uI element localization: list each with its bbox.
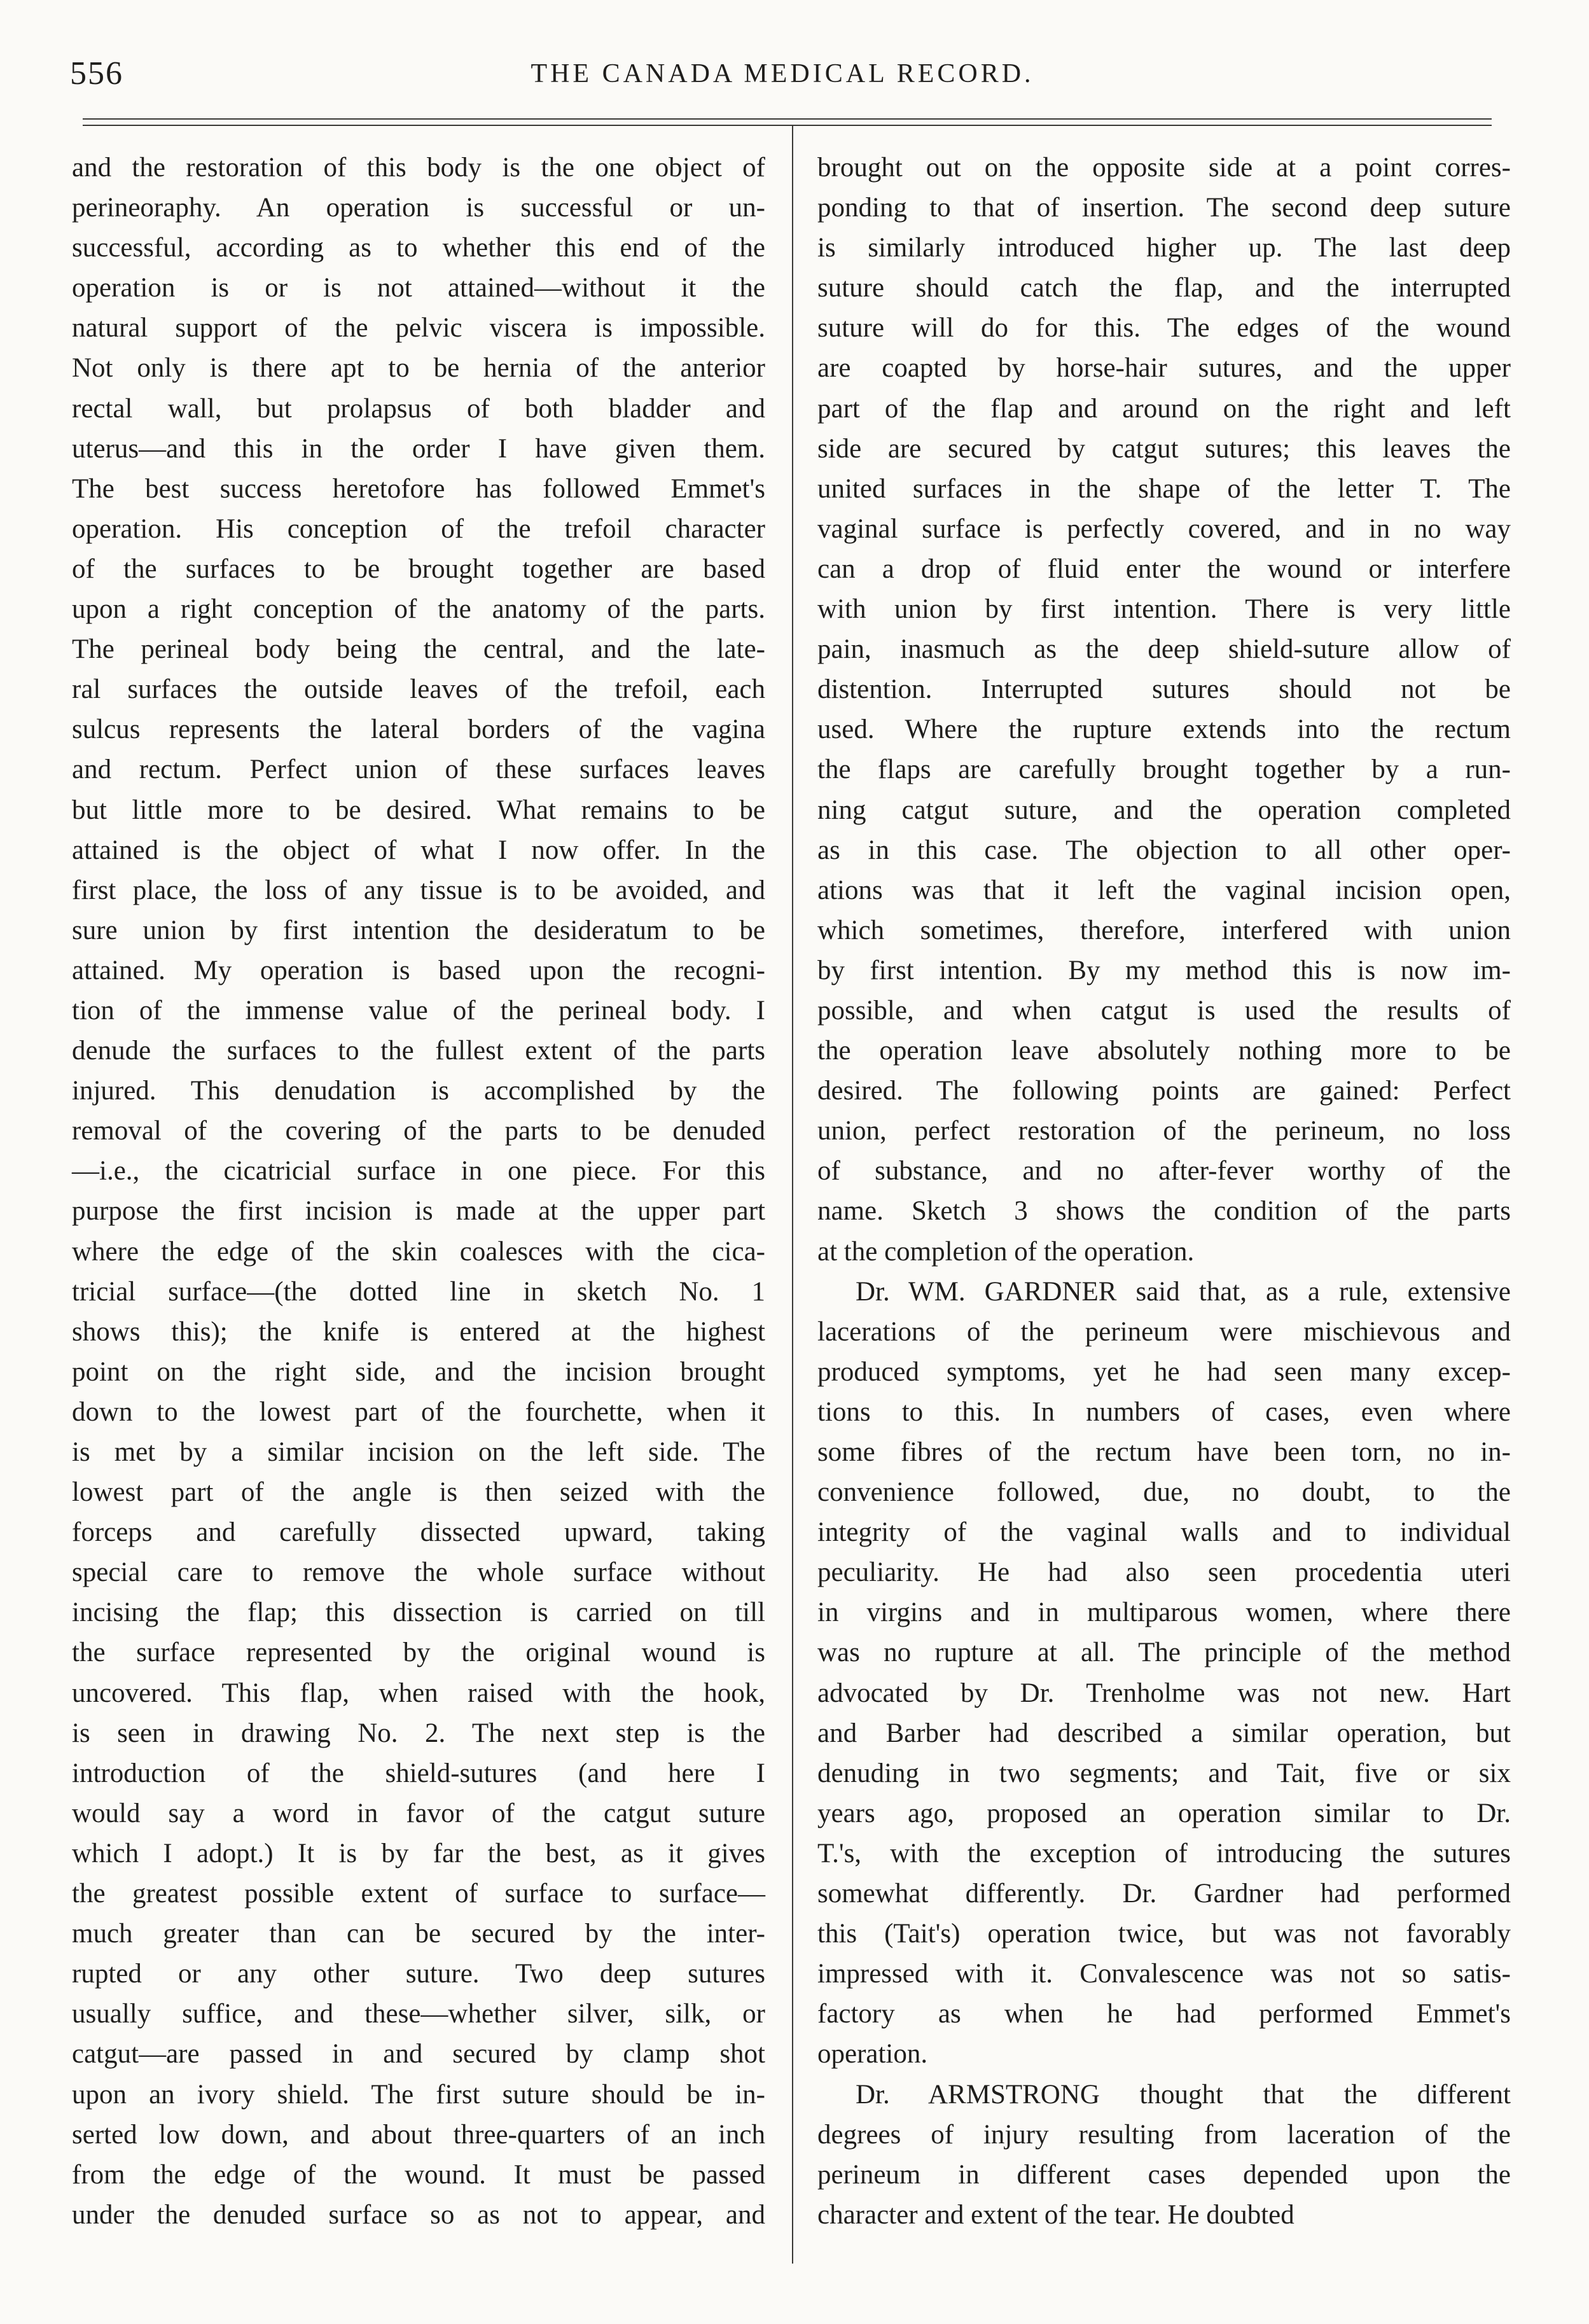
text-line: the surface represented by the original wound is	[72, 1638, 765, 1668]
text-line: is met by a similar incision on the left side. The	[72, 1437, 765, 1467]
right-column	[817, 148, 1511, 2235]
text-line: tion of the immense value of the perineal body. I	[72, 995, 765, 1026]
text-line: introduction of the shield-sutures (and here I	[72, 1758, 765, 1788]
text-line: as in this case. The objection to all other oper-	[817, 835, 1511, 865]
text-line: attained is the object of what I now offer. In the	[72, 835, 765, 865]
text-line: from the edge of the wound. It must be passed	[72, 2159, 765, 2190]
text-line: operation.	[817, 2039, 928, 2070]
text-line: and Barber had described a similar operation, but	[817, 1718, 1511, 1748]
text-line: ations was that it left the vaginal incision open,	[817, 875, 1511, 905]
text-line: tions to this. In numbers of cases, even where	[817, 1396, 1511, 1427]
text-line: suture will do for this. The edges of the wound	[817, 313, 1511, 344]
text-line: The best success heretofore has followed Emmet's	[72, 473, 765, 504]
text-line: years ago, proposed an operation similar to Dr.	[817, 1798, 1511, 1828]
text-line: can a drop of fluid enter the wound or interfere	[817, 553, 1511, 584]
header-rule-lower	[83, 125, 1492, 126]
text-line: Dr. ARMSTRONG thought that the different	[856, 2079, 1511, 2110]
text-line: attained. My operation is based upon the recogni-	[72, 955, 765, 985]
text-line: incising the flap; this dissection is carried on till	[72, 1597, 765, 1628]
text-line: degrees of injury resulting from laceration of the	[817, 2119, 1511, 2150]
text-line: was no rupture at all. The principle of the method	[817, 1638, 1511, 1668]
text-line: uncovered. This flap, when raised with the hook,	[72, 1678, 765, 1708]
text-line: under the denuded surface so as not to appear, and	[72, 2199, 765, 2230]
text-line: perineoraphy. An operation is successful or un-	[72, 193, 765, 223]
text-line: the operation leave absolutely nothing more to be	[817, 1036, 1511, 1066]
text-line: advocated by Dr. Trenholme was not new. Hart	[817, 1678, 1511, 1708]
text-line: usually suffice, and these—whether silver, silk, or	[72, 1999, 765, 2029]
text-line: is seen in drawing No. 2. The next step is the	[72, 1718, 765, 1748]
text-line: vaginal surface is perfectly covered, and in no way	[817, 513, 1511, 544]
text-line: catgut—are passed in and secured by clamp shot	[72, 2039, 765, 2070]
text-line: operation. His conception of the trefoil character	[72, 513, 765, 544]
text-line: part of the flap and around on the right and left	[817, 393, 1511, 424]
text-line: at the completion of the operation.	[817, 1236, 1195, 1267]
text-line: distention. Interrupted sutures should not be	[817, 674, 1511, 705]
text-line: would say a word in favor of the catgut suture	[72, 1798, 765, 1828]
text-line: used. Where the rupture extends into the rectum	[817, 714, 1511, 745]
text-line: which sometimes, therefore, interfered with union	[817, 915, 1511, 945]
text-line: ponding to that of insertion. The second deep suture	[817, 193, 1511, 223]
text-line: denuding in two segments; and Tait, five or six	[817, 1758, 1511, 1788]
text-line: upon an ivory shield. The first suture should be in-	[72, 2079, 765, 2110]
text-line: pain, inasmuch as the deep shield-suture allow of	[817, 634, 1511, 665]
text-line: side are secured by catgut sutures; this leaves the	[817, 433, 1511, 464]
text-line: where the edge of the skin coalesces with the cica-	[72, 1236, 765, 1267]
text-line: factory as when he had performed Emmet's	[817, 1999, 1511, 2029]
text-line: in virgins and in multiparous women, where there	[817, 1597, 1511, 1628]
text-line: lowest part of the angle is then seized with the	[72, 1477, 765, 1508]
text-line: impressed with it. Convalescence was not so satis-	[817, 1959, 1511, 1989]
text-line: successful, according as to whether this end of the	[72, 233, 765, 263]
text-line: convenience followed, due, no doubt, to the	[817, 1477, 1511, 1508]
page-header	[70, 55, 1495, 99]
text-line: down to the lowest part of the fourchette, when it	[72, 1396, 765, 1427]
text-line: operation is or is not attained—without it the	[72, 273, 765, 303]
text-line: possible, and when catgut is used the results of	[817, 995, 1511, 1026]
text-line: forceps and carefully dissected upward, taking	[72, 1517, 765, 1548]
text-line: produced symptoms, yet he had seen many excep-	[817, 1356, 1511, 1387]
text-line: perineum in different cases depended upon the	[817, 2159, 1511, 2190]
text-line: the flaps are carefully brought together by a run-	[817, 755, 1511, 785]
text-line: uterus—and this in the order I have given them.	[72, 433, 765, 464]
text-line: are coapted by horse-hair sutures, and the upper	[817, 353, 1511, 384]
text-line: and rectum. Perfect union of these surfaces leaves	[72, 755, 765, 785]
text-line: but little more to be desired. What remains to be	[72, 795, 765, 825]
text-line: much greater than can be secured by the inter-	[72, 1919, 765, 1949]
text-line: union, perfect restoration of the perineum, no loss	[817, 1116, 1511, 1146]
text-line: —i.e., the cicatricial surface in one piece. For this	[72, 1156, 765, 1186]
text-line: serted low down, and about three-quarters of an inch	[72, 2119, 765, 2150]
text-line: some fibres of the rectum have been torn, no in-	[817, 1437, 1511, 1467]
running-head: THE CANADA MEDICAL RECORD.	[531, 59, 1034, 88]
text-line: lacerations of the perineum were mischievous and	[817, 1316, 1511, 1347]
text-line: The perineal body being the central, and the late-	[72, 634, 765, 665]
text-line: rupted or any other suture. Two deep sutures	[72, 1959, 765, 1989]
text-line: suture should catch the flap, and the interrupted	[817, 273, 1511, 303]
text-line: denude the surfaces to the fullest extent of the parts	[72, 1036, 765, 1066]
text-line: rectal wall, but prolapsus of both bladder and	[72, 393, 765, 424]
text-line: this (Tait's) operation twice, but was not favorably	[817, 1919, 1511, 1949]
text-line: which I adopt.) It is by far the best, as it gives	[72, 1838, 765, 1868]
text-line: brought out on the opposite side at a point corres-	[817, 153, 1511, 183]
text-line: injured. This denudation is accomplished by the	[72, 1076, 765, 1106]
text-line: first place, the loss of any tissue is to be avoided, and	[72, 875, 765, 905]
text-line: ral surfaces the outside leaves of the trefoil, each	[72, 674, 765, 705]
text-line: upon a right conception of the anatomy of the parts.	[72, 594, 765, 625]
text-line: ning catgut suture, and the operation completed	[817, 795, 1511, 825]
text-line: of the surfaces to be brought together are based	[72, 553, 765, 584]
text-line: natural support of the pelvic viscera is impossible.	[72, 313, 765, 344]
text-line: character and extent of the tear. He doubted	[817, 2199, 1294, 2230]
text-line: Not only is there apt to be hernia of the anterior	[72, 353, 765, 384]
text-line: united surfaces in the shape of the letter T. The	[817, 473, 1511, 504]
text-line: desired. The following points are gained: Perfect	[817, 1076, 1511, 1106]
text-line: peculiarity. He had also seen procedentia uteri	[817, 1557, 1511, 1588]
text-line: point on the right side, and the incision brought	[72, 1356, 765, 1387]
header-rule-upper	[83, 118, 1492, 120]
text-line: shows this); the knife is entered at the highest	[72, 1316, 765, 1347]
text-line: of substance, and no after-fever worthy of the	[817, 1156, 1511, 1186]
text-line: special care to remove the whole surface without	[72, 1557, 765, 1588]
text-line: the greatest possible extent of surface to surface—	[72, 1879, 765, 1909]
text-line: sure union by first intention the desideratum to be	[72, 915, 765, 945]
text-line: and the restoration of this body is the one object of	[72, 153, 765, 183]
text-line: with union by first intention. There is very little	[817, 594, 1511, 625]
text-line: purpose the first incision is made at the upper part	[72, 1196, 765, 1227]
left-column	[72, 148, 765, 2235]
text-line: tricial surface—(the dotted line in sketch No. 1	[72, 1276, 765, 1307]
text-line: removal of the covering of the parts to be denuded	[72, 1116, 765, 1146]
text-line: is similarly introduced higher up. The last deep	[817, 233, 1511, 263]
text-line: integrity of the vaginal walls and to individual	[817, 1517, 1511, 1548]
column-divider	[792, 126, 793, 2264]
text-line: Dr. WM. GARDNER said that, as a rule, extensive	[856, 1276, 1511, 1307]
text-line: somewhat differently. Dr. Gardner had performed	[817, 1879, 1511, 1909]
text-line: T.'s, with the exception of introducing the sutures	[817, 1838, 1511, 1868]
text-line: sulcus represents the lateral borders of the vagina	[72, 714, 765, 745]
page-number: 556	[70, 55, 123, 92]
text-line: name. Sketch 3 shows the condition of the parts	[817, 1196, 1511, 1227]
text-line: by first intention. By my method this is now im-	[817, 955, 1511, 985]
